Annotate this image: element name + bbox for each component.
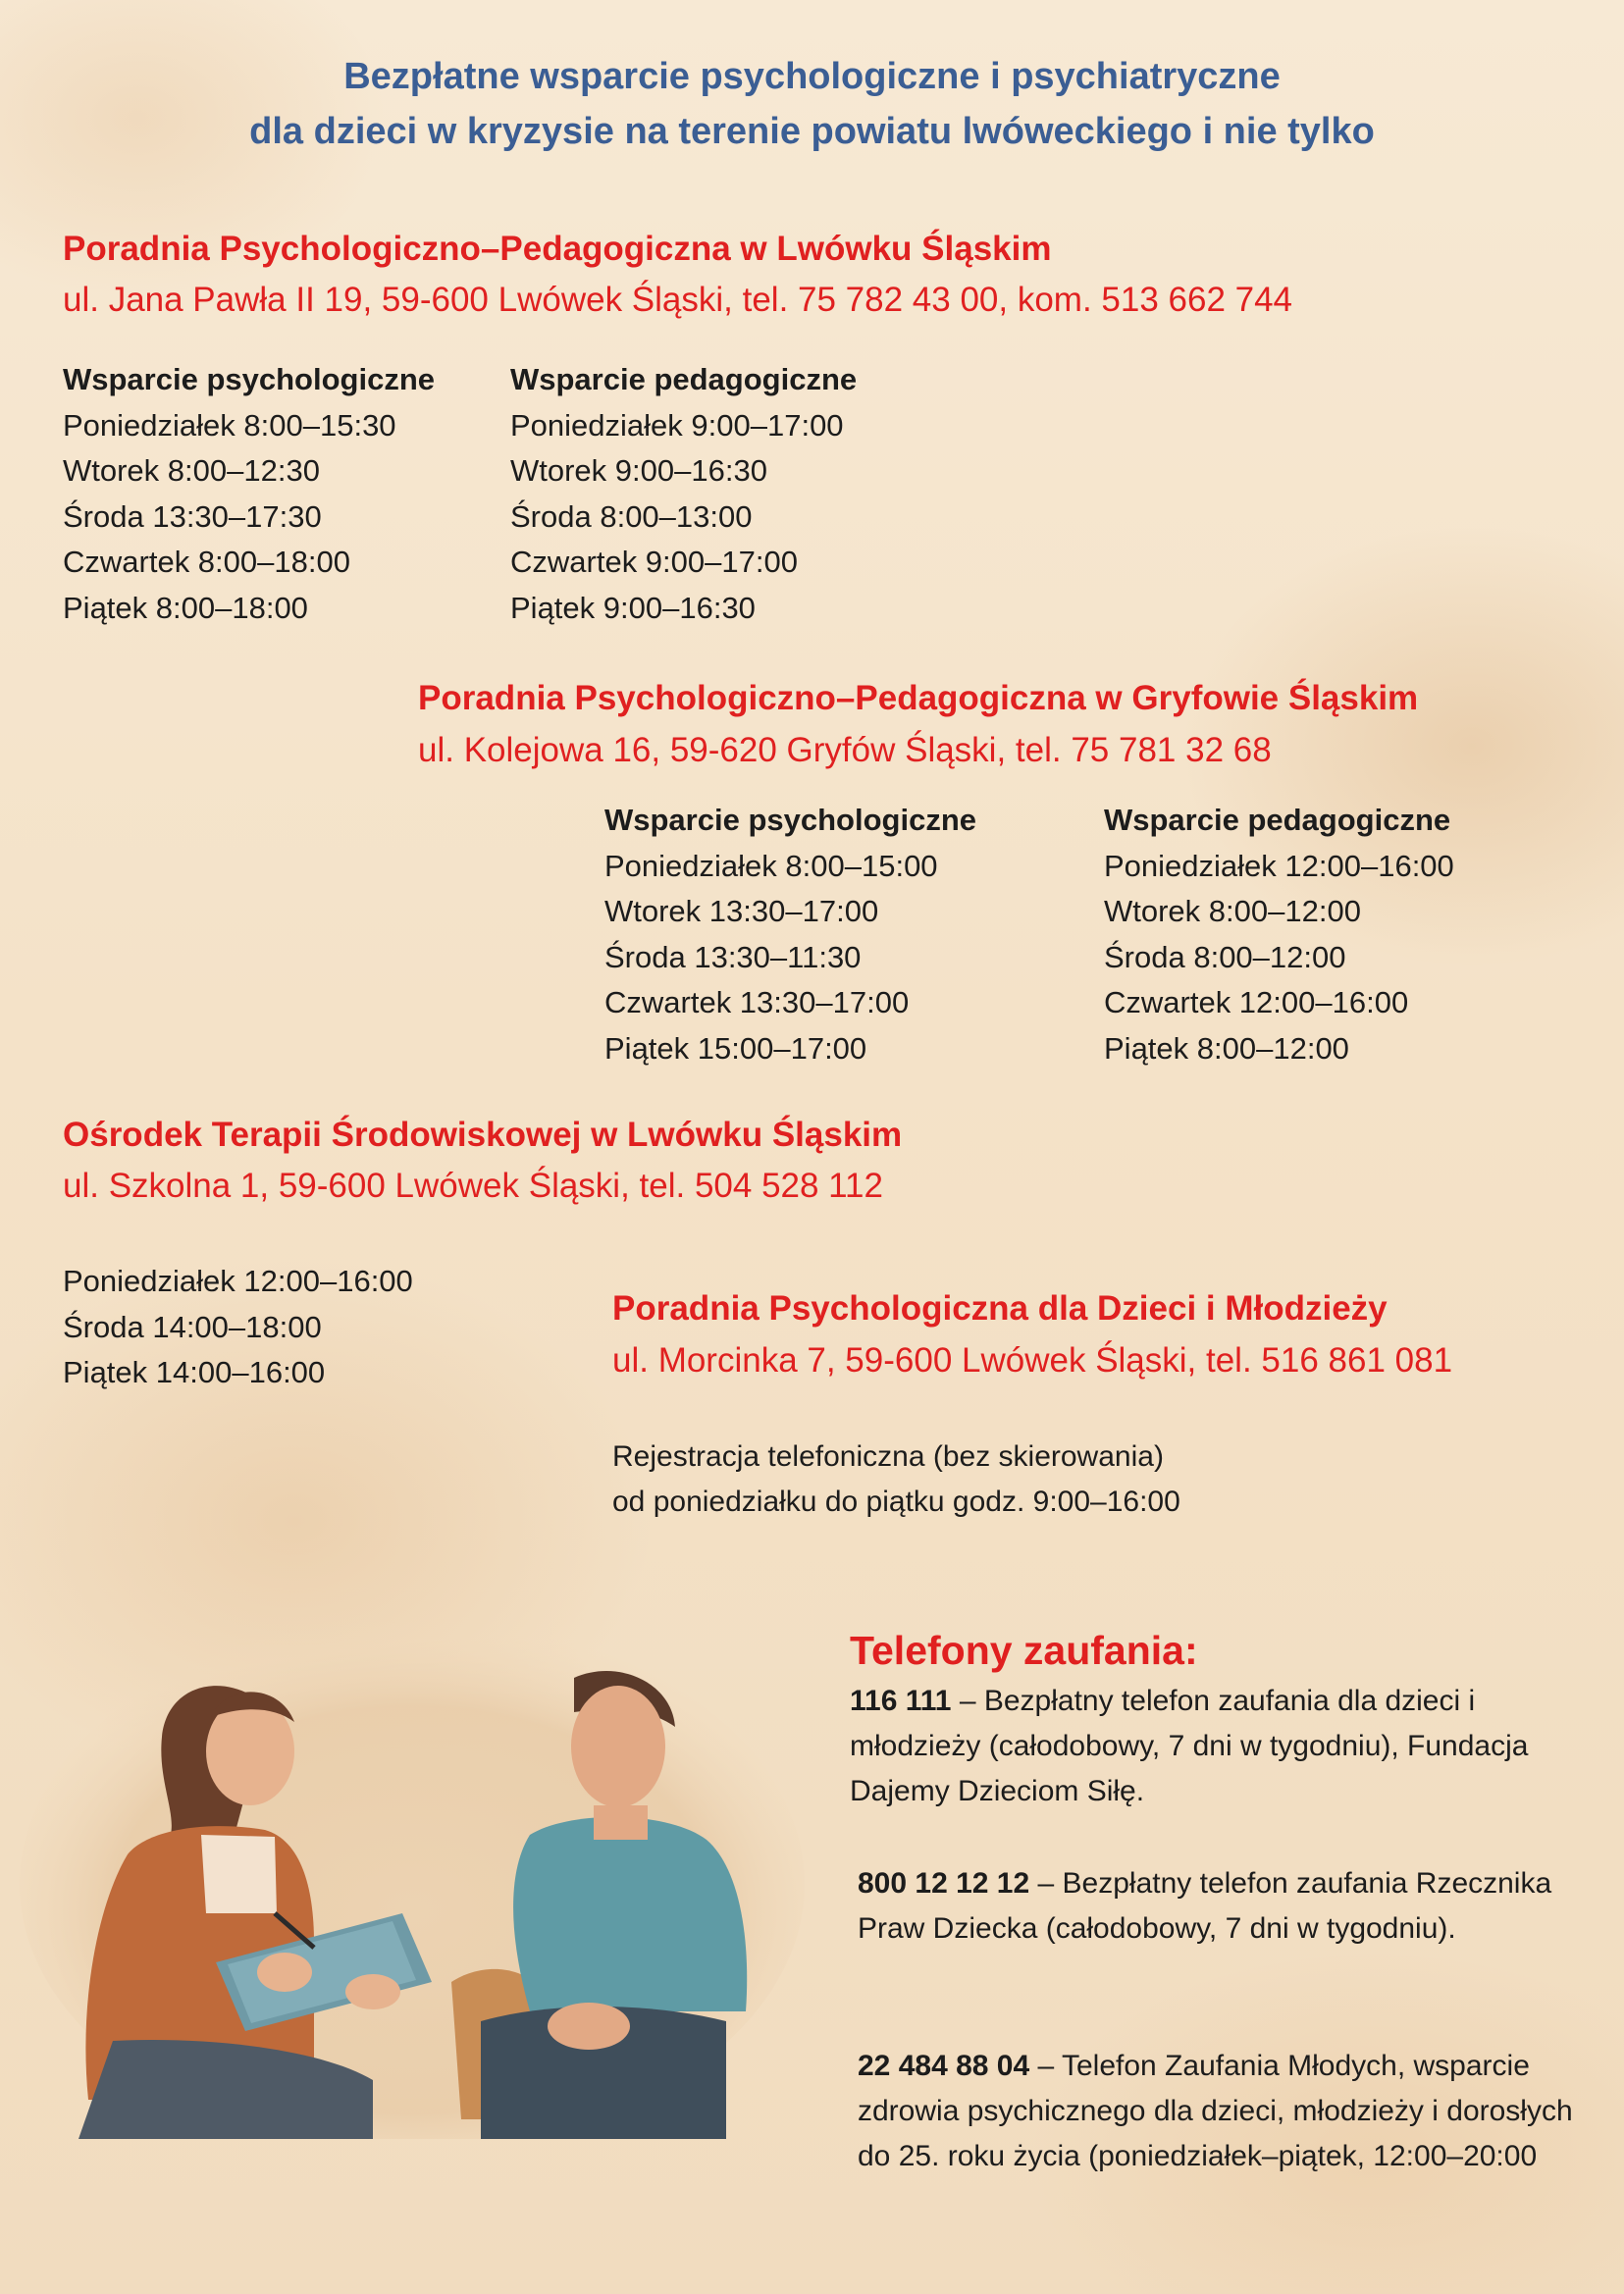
hotline-item [858, 2044, 1584, 2179]
schedule-row: Piątek 15:00–17:00 [604, 1030, 867, 1066]
org2-psych-heading: Wsparcie psychologiczne [604, 803, 976, 837]
org4-note-line-2: od poniedziałku do piątku godz. 9:00–16:00 [612, 1486, 1180, 1518]
schedule-row: Środa 14:00–18:00 [63, 1309, 322, 1344]
org2-ped-heading: Wsparcie pedagogiczne [1104, 803, 1451, 837]
page-title [0, 49, 1624, 159]
schedule-row: Wtorek 9:00–16:30 [510, 453, 767, 488]
hotline-item [850, 1679, 1576, 1814]
schedule-row: Wtorek 13:30–17:00 [604, 894, 879, 928]
org3-hours [63, 1259, 413, 1396]
hotline-description: – Telefon Zaufania Młodych, wsparcie zdrowia psychicznego dla dzieci, młodzieży i dorosłych do 25. roku życia (poniedziałek–piątek, 12:00–20:00 [858, 2050, 1573, 2172]
schedule-row: Poniedziałek 12:00–16:00 [1104, 848, 1454, 883]
title-line-1: Bezpłatne wsparcie psychologiczne i psychiatryczne [343, 56, 1281, 97]
hotline-number: 116 111 [850, 1685, 952, 1717]
org2-address: ul. Kolejowa 16, 59-620 Gryfów Śląski, tel. 75 781 32 68 [418, 731, 1272, 769]
org4-note [612, 1434, 1180, 1525]
schedule-row: Czwartek 8:00–18:00 [63, 545, 350, 579]
hotline-number: 800 12 12 12 [858, 1867, 1030, 1900]
hotlines-heading: Telefony zaufania: [850, 1628, 1198, 1673]
org4-note-line-1: Rejestracja telefoniczna (bez skierowania) [612, 1440, 1164, 1473]
hotline-description: – Bezpłatny telefon zaufania Rzecznika Praw Dziecka (całodobowy, 7 dni w tygodniu). [858, 1867, 1552, 1945]
org1-ped-hours [510, 357, 857, 631]
schedule-row: Piątek 8:00–18:00 [63, 590, 308, 625]
schedule-row: Poniedziałek 8:00–15:30 [63, 407, 396, 443]
schedule-row: Czwartek 12:00–16:00 [1104, 985, 1409, 1019]
org1-address: ul. Jana Pawła II 19, 59-600 Lwówek Śląski, tel. 75 782 43 00, kom. 513 662 744 [63, 281, 1293, 319]
counseling-session-icon [20, 1590, 805, 2139]
schedule-row: Piątek 8:00–12:00 [1104, 1030, 1349, 1066]
org2-name: Poradnia Psychologiczno–Pedagogiczna w Gryfowie Śląskim [418, 679, 1419, 717]
schedule-row: Środa 8:00–12:00 [1104, 939, 1346, 974]
hotline-description: – Bezpłatny telefon zaufania dla dzieci i młodzieży (całodobowy, 7 dni w tygodniu), Fundacja Dajemy Dzieciom Siłę. [850, 1685, 1529, 1807]
schedule-row: Środa 8:00–13:00 [510, 498, 753, 534]
org4-address: ul. Morcinka 7, 59-600 Lwówek Śląski, tel. 516 861 081 [612, 1341, 1453, 1380]
org3-name: Ośrodek Terapii Środowiskowej w Lwówku Śląskim [63, 1116, 903, 1154]
org4-name: Poradnia Psychologiczna dla Dzieci i Młodzieży [612, 1289, 1388, 1328]
org1-psych-heading: Wsparcie psychologiczne [63, 362, 435, 396]
schedule-row: Piątek 9:00–16:30 [510, 590, 756, 625]
schedule-row: Czwartek 13:30–17:00 [604, 985, 910, 1019]
org2-ped-hours [1104, 798, 1454, 1071]
hotline-number: 22 484 88 04 [858, 2050, 1030, 2082]
title-line-2: dla dzieci w kryzysie na terenie powiatu lwóweckiego i nie tylko [249, 111, 1375, 152]
org1-psych-hours [63, 357, 435, 631]
schedule-row: Poniedziałek 9:00–17:00 [510, 407, 844, 443]
counseling-session-illustration [20, 1590, 805, 2139]
org3-address: ul. Szkolna 1, 59-600 Lwówek Śląski, tel. 504 528 112 [63, 1167, 883, 1205]
schedule-row: Czwartek 9:00–17:00 [510, 545, 798, 579]
schedule-row: Wtorek 8:00–12:00 [1104, 894, 1361, 928]
org2-psych-hours [604, 798, 976, 1071]
schedule-row: Środa 13:30–11:30 [604, 939, 862, 974]
schedule-row: Środa 13:30–17:30 [63, 498, 322, 534]
org1-ped-heading: Wsparcie pedagogiczne [510, 362, 858, 396]
schedule-row: Wtorek 8:00–12:30 [63, 453, 320, 488]
hotline-item [858, 1861, 1584, 1952]
schedule-row: Poniedziałek 12:00–16:00 [63, 1264, 413, 1298]
schedule-row: Piątek 14:00–16:00 [63, 1355, 326, 1389]
org1-name: Poradnia Psychologiczno–Pedagogiczna w Lwówku Śląskim [63, 230, 1052, 268]
schedule-row: Poniedziałek 8:00–15:00 [604, 848, 938, 883]
